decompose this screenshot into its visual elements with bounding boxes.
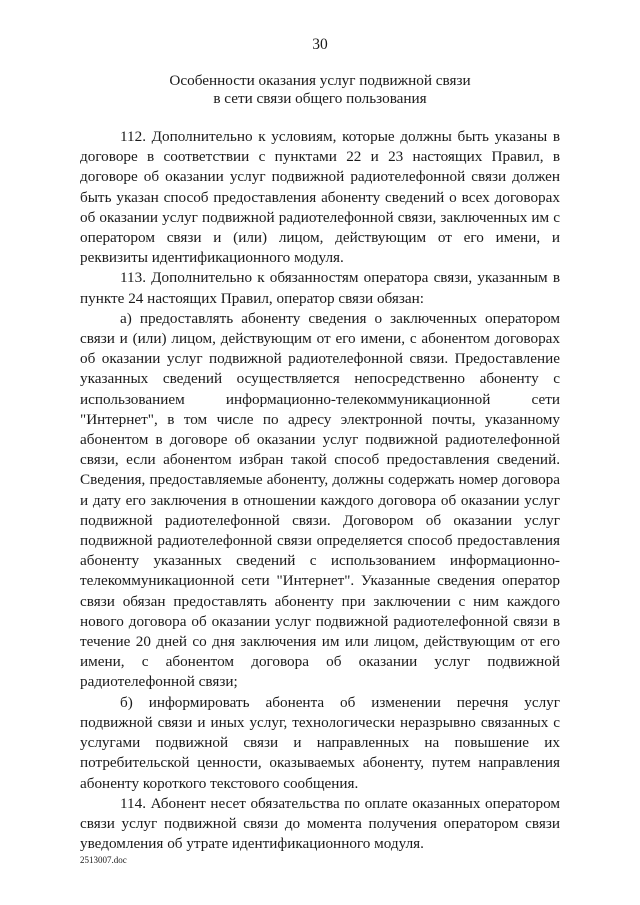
section-title-line-1: Особенности оказания услуг подвижной связи — [169, 72, 471, 89]
section-title-line-2: в сети связи общего пользования — [213, 90, 427, 107]
document-body — [80, 127, 560, 854]
paragraph-113-a: а) предоставлять абоненту сведения о заключенных оператором связи и (или) лицом, действующим от его имени, с абонентом договорах об оказании услуг подвижной радиотелефонной связи. Предоставление указанных сведений осуществляется непосредственно абоненту с использованием информационно-телекоммуникационной сети "Интернет", в том числе по адресу электронной почты, указанному абонентом в договоре об оказании услуг подвижной радиотелефонной связи, если абонентом избран такой способ предоставления сведений. Сведения, предоставляемые абоненту, должны содержать номер договора и дату его заключения в отношении каждого договора об оказании услуг подвижной радиотелефонной связи. Договором об оказании услуг подвижной радиотелефонной связи определяется способ предоставления абоненту указанных сведений с использованием информационно-телекоммуникационной сети "Интернет". Указанные сведения оператор связи обязан предоставлять абоненту при заключении с ним каждого нового договора об оказании услуг подвижной радиотелефонной связи в течение 20 дней со дня заключения им или лицом, действующим от его имени, с абонентом договора об оказании услуг подвижной радиотелефонной связи; — [80, 309, 560, 691]
paragraph-113-b: б) информировать абонента об изменении перечня услуг подвижной связи и иных услуг, технологически неразрывно связанных с услугами подвижной связи и направленных на повышение их потребительской ценности, оказываемых абоненту, путем направления абоненту короткого текстового сообщения. — [80, 693, 560, 792]
footer-filename: 2513007.doc — [80, 855, 127, 865]
paragraph-114: 114. Абонент несет обязательства по оплате оказанных оператором связи услуг подвижной связи до момента получения оператором связи уведомления об утрате идентификационного модуля. — [80, 794, 560, 853]
section-title — [80, 72, 560, 108]
paragraph-113: 113. Дополнительно к обязанностям оператора связи, указанным в пункте 24 настоящих Правил, оператор связи обязан: — [80, 269, 560, 307]
page-number: 30 — [312, 36, 328, 53]
paragraph-112: 112. Дополнительно к условиям, которые должны быть указаны в договоре в соответствии с пунктами 22 и 23 настоящих Правил, в договоре об оказании услуг подвижной радиотелефонной связи должен быть указан способ предоставления абоненту сведений о всех договорах об оказании услуг подвижной радиотелефонной связи, заключенных им с оператором связи и (или) лицом, действующим от его имени, и реквизиты идентификационного модуля. — [80, 128, 560, 267]
